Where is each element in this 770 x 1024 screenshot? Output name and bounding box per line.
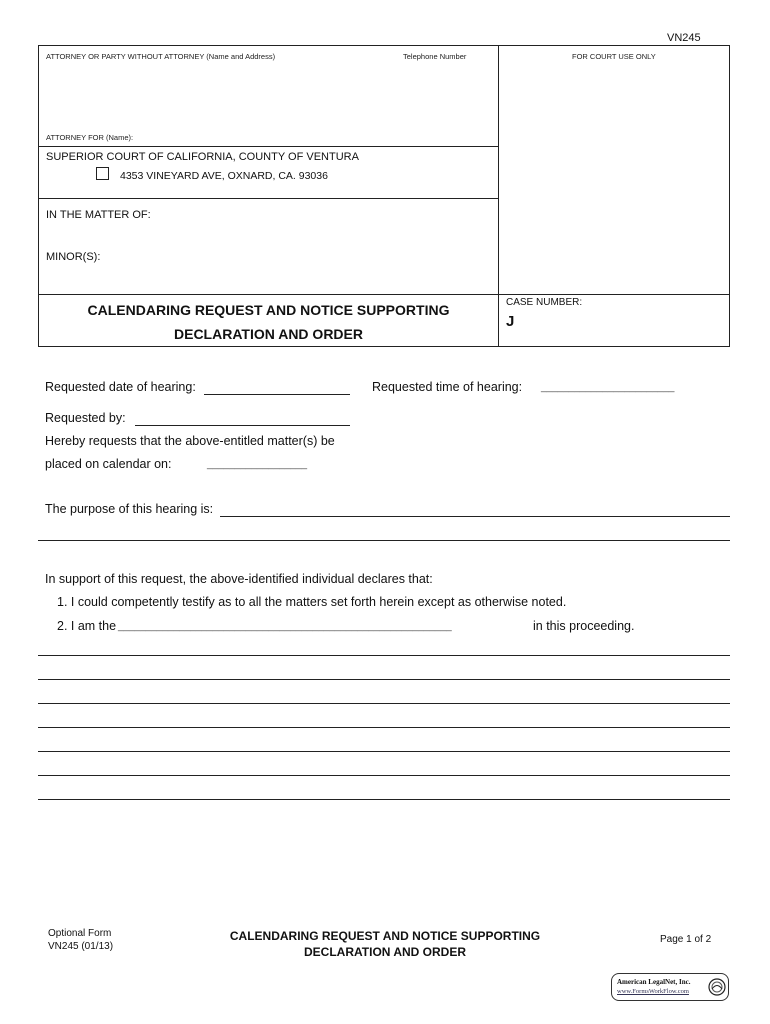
- court-address-checkbox[interactable]: [96, 167, 109, 180]
- optional-form-label: Optional Form: [48, 928, 112, 939]
- requested-time-field[interactable]: ________________________: [541, 382, 675, 393]
- column-divider: [498, 46, 499, 347]
- requested-by-label: Requested by:: [45, 411, 126, 425]
- court-name: SUPERIOR COURT OF CALIFORNIA, COUNTY OF VENTURA: [46, 151, 359, 163]
- declaration-item-1: 1. I could competently testify as to all the matters set forth herein except as otherwise noted.: [57, 595, 567, 609]
- case-number-prefix: J: [506, 313, 515, 330]
- court-use-label: FOR COURT USE ONLY: [572, 52, 656, 61]
- divider-court: [39, 146, 498, 147]
- purpose-label: The purpose of this hearing is:: [45, 502, 214, 516]
- requested-date-label: Requested date of hearing:: [45, 380, 196, 394]
- court-address: 4353 VINEYARD AVE, OXNARD, CA. 93036: [120, 170, 328, 182]
- legalnet-logo: [611, 973, 729, 1001]
- declaration-item-2-start: 2. I am the: [57, 619, 117, 633]
- case-title-line1: CALENDARING REQUEST AND NOTICE SUPPORTING: [87, 302, 450, 318]
- ruled-line-7[interactable]: [38, 799, 730, 800]
- requested-by-field[interactable]: [135, 425, 350, 426]
- footer-title-line1: CALENDARING REQUEST AND NOTICE SUPPORTING: [229, 929, 541, 943]
- case-number-label: CASE NUMBER:: [506, 297, 583, 308]
- attorney-for-label: ATTORNEY FOR (Name):: [46, 133, 134, 142]
- ruled-line-2[interactable]: [38, 679, 730, 680]
- ruled-line-5[interactable]: [38, 751, 730, 752]
- footer-title-line2: DECLARATION AND ORDER: [304, 945, 466, 959]
- form-revision: VN245 (01/13): [48, 941, 114, 952]
- declaration-intro: In support of this request, the above-identified individual declares that:: [45, 572, 433, 586]
- requested-date-field[interactable]: [204, 394, 350, 395]
- attorney-label: ATTORNEY OR PARTY WITHOUT ATTORNEY (Name and Address): [46, 52, 276, 61]
- page-number: Page 1 of 2: [660, 934, 712, 945]
- declaration-item-2-end: in this proceeding.: [533, 619, 635, 633]
- logo-company-name: American LegalNet, Inc.: [617, 978, 691, 986]
- declaration-role-field[interactable]: ____________________________________________________________: [118, 621, 452, 632]
- divider-title: [39, 294, 730, 295]
- divider-matter: [39, 198, 498, 199]
- hereby-requests-text: Hereby requests that the above-entitled matter(s) be: [45, 434, 335, 448]
- placed-on-calendar-field[interactable]: __________________: [207, 459, 308, 470]
- ruled-line-3[interactable]: [38, 703, 730, 704]
- requested-time-label: Requested time of hearing:: [372, 380, 523, 394]
- telephone-label: Telephone Number: [403, 52, 467, 61]
- ruled-line-4[interactable]: [38, 727, 730, 728]
- minors-label: MINOR(S):: [46, 251, 101, 263]
- case-title-line2: DECLARATION AND ORDER: [174, 326, 363, 342]
- form-code: VN245: [667, 32, 701, 44]
- logo-url: www.FormsWorkFlow.com: [617, 988, 689, 995]
- logo-emblem-icon: [708, 978, 726, 996]
- placed-on-calendar-label: placed on calendar on:: [45, 457, 172, 471]
- purpose-field[interactable]: [220, 516, 730, 517]
- ruled-line-1[interactable]: [38, 655, 730, 656]
- purpose-line-2[interactable]: [38, 540, 730, 541]
- attorney-name-address-field[interactable]: [43, 64, 495, 132]
- caption-box: [38, 45, 730, 347]
- matter-label: IN THE MATTER OF:: [46, 209, 151, 221]
- ruled-line-6[interactable]: [38, 775, 730, 776]
